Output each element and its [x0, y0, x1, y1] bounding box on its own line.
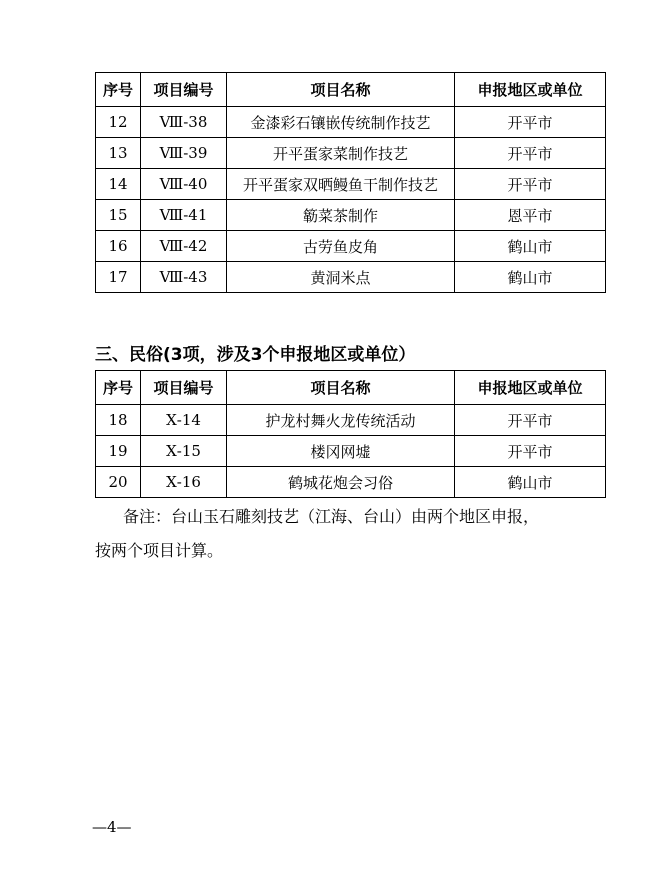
cell-name: 开平蛋家双晒鳗鱼干制作技艺: [227, 169, 455, 200]
cell-code: Ⅹ-15: [141, 436, 227, 467]
cell-code: Ⅷ-42: [141, 231, 227, 262]
table-row: [96, 436, 606, 467]
cell-region: 开平市: [455, 107, 606, 138]
table-row: [96, 262, 606, 293]
table-row: [96, 467, 606, 498]
cell-code: Ⅷ-39: [141, 138, 227, 169]
cell-code: Ⅷ-41: [141, 200, 227, 231]
header-region: 申报地区或单位: [455, 371, 606, 405]
cell-code: Ⅷ-43: [141, 262, 227, 293]
cell-serial: 20: [96, 467, 141, 498]
cell-region: 鹤山市: [455, 231, 606, 262]
note-text-line-1: 备注：台山玉石雕刻技艺（江海、台山）由两个地区申报，: [123, 507, 540, 526]
table-row: [96, 169, 606, 200]
note-text-line-2: 按两个项目计算。: [95, 541, 224, 560]
cell-serial: 15: [96, 200, 141, 231]
cell-name: 金漆彩石镶嵌传统制作技艺: [227, 107, 455, 138]
header-region: 申报地区或单位: [455, 73, 606, 107]
header-project-code: 项目编号: [141, 371, 227, 405]
table-header-row: [96, 73, 606, 107]
page-number: —4—: [92, 818, 132, 836]
header-serial: 序号: [96, 371, 141, 405]
cell-serial: 19: [96, 436, 141, 467]
header-project-name: 项目名称: [227, 371, 455, 405]
table-crafts: [95, 72, 606, 293]
header-serial: 序号: [96, 73, 141, 107]
table-folk-customs: [95, 370, 606, 498]
cell-code: Ⅷ-38: [141, 107, 227, 138]
cell-serial: 18: [96, 405, 141, 436]
table-row: [96, 231, 606, 262]
cell-serial: 16: [96, 231, 141, 262]
cell-name: 开平蛋家菜制作技艺: [227, 138, 455, 169]
cell-name: 楼冈网墟: [227, 436, 455, 467]
table-row: [96, 405, 606, 436]
cell-code: Ⅹ-14: [141, 405, 227, 436]
table-row: [96, 107, 606, 138]
cell-code: Ⅷ-40: [141, 169, 227, 200]
cell-serial: 17: [96, 262, 141, 293]
cell-name: 簕菜茶制作: [227, 200, 455, 231]
cell-serial: 13: [96, 138, 141, 169]
cell-region: 恩平市: [455, 200, 606, 231]
cell-name: 黄洞米点: [227, 262, 455, 293]
cell-region: 开平市: [455, 436, 606, 467]
table-row: [96, 138, 606, 169]
cell-region: 鹤山市: [455, 467, 606, 498]
cell-name: 古劳鱼皮角: [227, 231, 455, 262]
cell-region: 开平市: [455, 169, 606, 200]
cell-name: 鹤城花炮会习俗: [227, 467, 455, 498]
cell-region: 开平市: [455, 405, 606, 436]
header-project-name: 项目名称: [227, 73, 455, 107]
table-row: [96, 200, 606, 231]
section-heading-folk-customs: 三、民俗(3项，涉及3个申报地区或单位）: [95, 345, 416, 365]
cell-code: Ⅹ-16: [141, 467, 227, 498]
header-project-code: 项目编号: [141, 73, 227, 107]
table-header-row: [96, 371, 606, 405]
cell-name: 护龙村舞火龙传统活动: [227, 405, 455, 436]
cell-region: 开平市: [455, 138, 606, 169]
cell-region: 鹤山市: [455, 262, 606, 293]
cell-serial: 12: [96, 107, 141, 138]
cell-serial: 14: [96, 169, 141, 200]
